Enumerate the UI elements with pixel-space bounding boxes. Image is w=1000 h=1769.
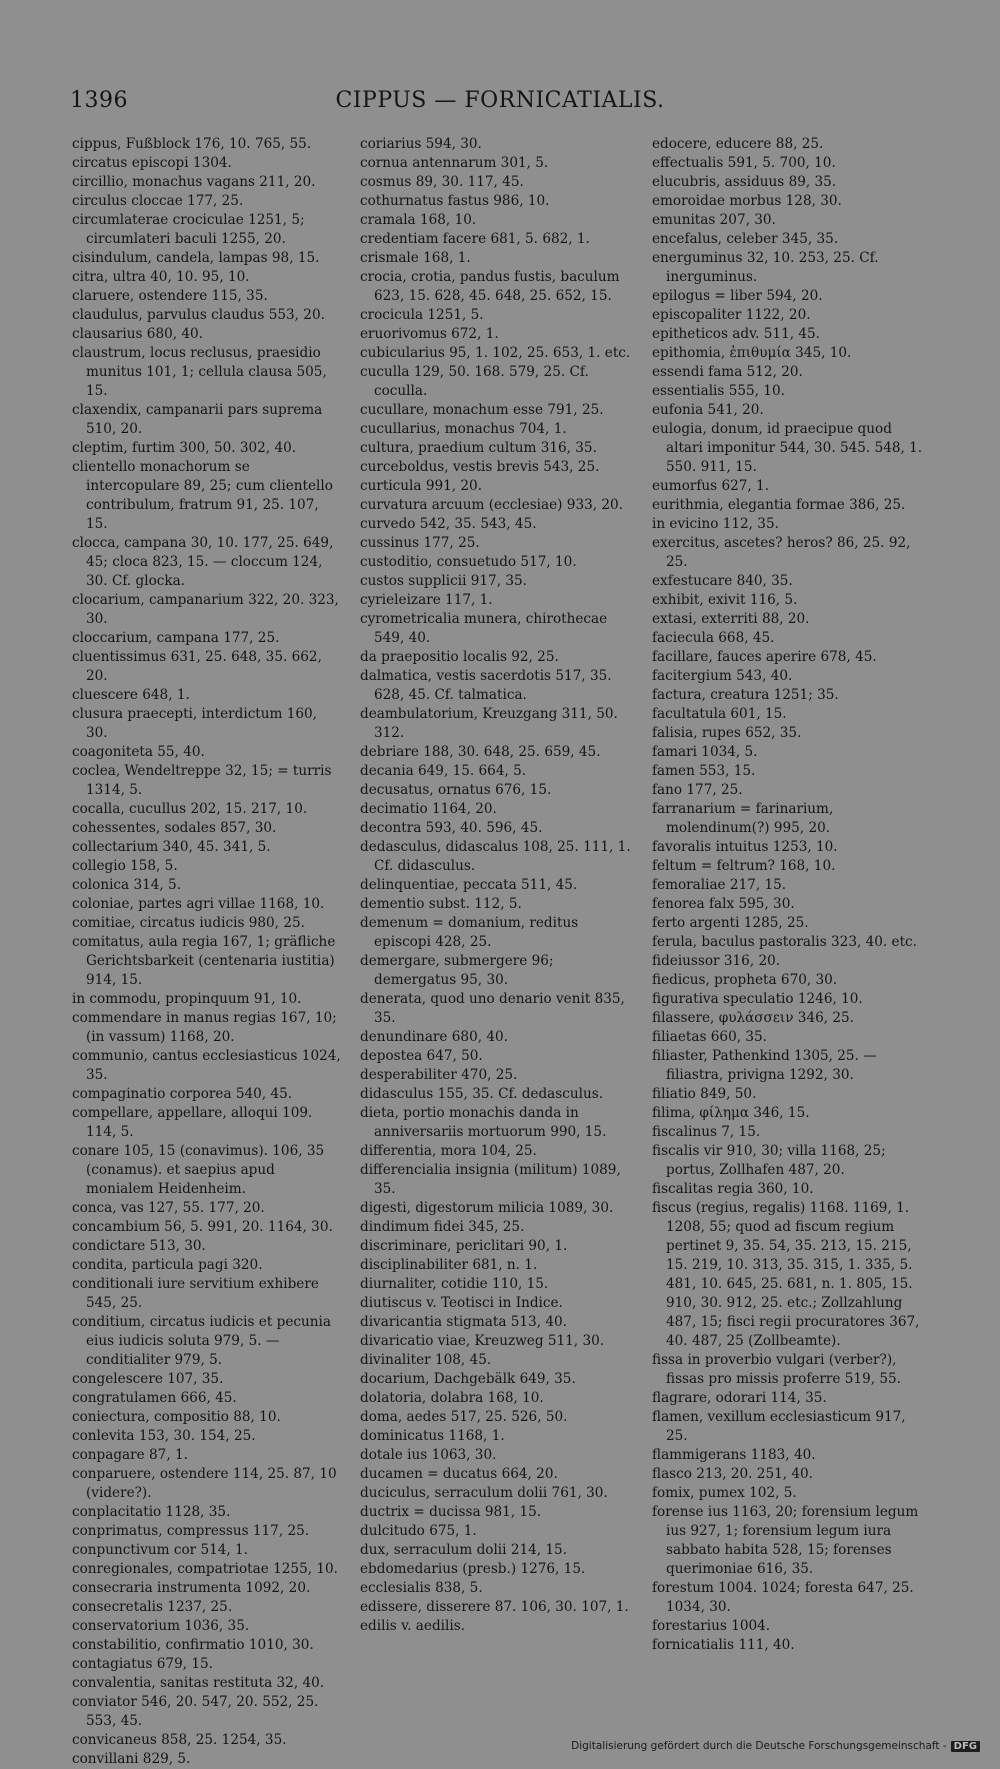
index-entry: delinquentiae, peccata 511, 45. [360,877,578,893]
index-entry: cultura, praedium cultum 316, 35. [360,440,597,456]
index-entry: credentiam facere 681, 5. 682, 1. [360,231,590,247]
index-entry: cluentissimus 631, 25. 648, 35. 662, 20. [72,649,322,684]
index-entry: colonica 314, 5. [72,877,182,893]
index-entry: circulus cloccae 177, 25. [72,193,244,209]
index-entry: commendare in manus regias 167, 10; (in vassum) 1168, 20. [72,1010,337,1045]
index-entry: facultatula 601, 15. [652,706,787,722]
index-entry: decania 649, 15. 664, 5. [360,763,527,779]
index-entry: conregionales, compatriotae 1255, 10. [72,1561,338,1577]
index-entry: dominicatus 1168, 1. [360,1428,505,1444]
index-entry: flagrare, odorari 114, 35. [652,1390,827,1406]
index-entry: faciecula 668, 45. [652,630,775,646]
index-entry: ecclesialis 838, 5. [360,1580,483,1596]
index-entry: disciplinabiliter 681, n. 1. [360,1257,538,1273]
index-entry: convalentia, sanitas restituta 32, 40. [72,1675,325,1691]
index-entry: famen 553, 15. [652,763,756,779]
index-entry: crocia, crotia, pandus fustis, baculum 623, 15. 628, 45. 648, 25. 652, 15. [360,269,620,304]
index-entry: filiaetas 660, 35. [652,1029,767,1045]
index-entry: cyrometricalia munera, chirothecae 549, 40. [360,611,608,646]
funding-note: Digitalisierung gefördert durch die Deutsche Forschungsgemeinschaft - [571,1740,947,1752]
index-entry: cucullare, monachum esse 791, 25. [360,402,604,418]
index-entry: collectarium 340, 45. 341, 5. [72,839,271,855]
index-column-2 [360,135,635,1636]
index-entry: conca, vas 127, 55. 177, 20. [72,1200,265,1216]
index-entry: eurithmia, elegantia formae 386, 25. [652,497,906,513]
index-entry: fissa in proverbio vulgari (verber?), fissas pro missis proferre 519, 55. [652,1352,901,1387]
index-entry: fiscalitas regia 360, 10. [652,1181,814,1197]
index-entry: circillio, monachus vagans 211, 20. [72,174,316,190]
index-entry: contagiatus 679, 15. [72,1656,213,1672]
index-entry: claustrum, locus reclusus, praesidio munitus 101, 1; cellula clausa 505, 15. [72,345,327,399]
index-entry: farranarium = farinarium, molendinum(?) 995, 20. [652,801,834,836]
index-entry: dindimum fidei 345, 25. [360,1219,525,1235]
index-entry: forense ius 1163, 20; forensium legum ius 927, 1; forensium legum iura sabbato habita 528, 15; forenses querimoniae 616, 35. [652,1504,919,1577]
index-entry: coniectura, compositio 88, 10. [72,1409,281,1425]
index-entry: dementio subst. 112, 5. [360,896,522,912]
index-entry: comitatus, aula regia 167, 1; gräfliche Gerichtsbarkeit (centenaria iustitia) 914, 15. [72,934,336,988]
index-entry: decusatus, ornatus 676, 15. [360,782,552,798]
index-entry: conare 105, 15 (conavimus). 106, 35 (conamus). et saepius apud monialem Heidenheim. [72,1143,325,1197]
index-entry: ferula, baculus pastoralis 323, 40. etc. [652,934,917,950]
index-entry: demergare, submergere 96; demergatus 95, 30. [360,953,554,988]
index-entry: debriare 188, 30. 648, 25. 659, 45. [360,744,601,760]
index-entry: digesti, digestorum milicia 1089, 30. [360,1200,614,1216]
index-entry: decontra 593, 40. 596, 45. [360,820,543,836]
index-entry: cornua antennarum 301, 5. [360,155,549,171]
index-entry: compaginatio corporea 540, 45. [72,1086,293,1102]
index-entry: extasi, exterriti 88, 20. [652,611,810,627]
index-entry: figurativa speculatio 1246, 10. [652,991,863,1007]
index-entry: condictare 513, 30. [72,1238,206,1254]
index-entry: fiscus (regius, regalis) 1168. 1169, 1. 1208, 55; quod ad fiscum regium pertinet 9, 35. 54, 35. 213, 15. 215, 15. 219, 10. 313, 35. 315, 1. 335, 5. 481, 10. 645, 25. 681, n. 1. 805, 15. 910, 30. 912, 25. etc.; Zollzahlung 487, 15; fisci regii procuratores 367, 40. 487, 25 (Zollbeamte). [652,1200,920,1349]
index-entry: divaricatio viae, Kreuzweg 511, 30. [360,1333,605,1349]
index-entry: curvedo 542, 35. 543, 45. [360,516,537,532]
index-entry: convicaneus 858, 25. 1254, 35. [72,1732,287,1748]
index-entry: flammigerans 1183, 40. [652,1447,816,1463]
index-entry: diurnaliter, cotidie 110, 15. [360,1276,549,1292]
index-entry: decimatio 1164, 20. [360,801,497,817]
index-entry: cothurnatus fastus 986, 10. [360,193,550,209]
index-entry: eufonia 541, 20. [652,402,764,418]
index-entry: epithomia, ἐπιθυμία 345, 10. [652,345,852,361]
index-entry: claudulus, parvulus claudus 553, 20. [72,307,325,323]
index-entry: curticula 991, 20. [360,478,483,494]
index-entry: emoroidae morbus 128, 30. [652,193,842,209]
dfg-logo: DFG [951,1741,980,1752]
index-entry: dulcitudo 675, 1. [360,1523,477,1539]
index-entry: essendi fama 512, 20. [652,364,803,380]
index-entry: filiaster, Pathenkind 1305, 25. — filiastra, privigna 1292, 30. [652,1048,877,1083]
index-entry: coriarius 594, 30. [360,136,482,152]
index-entry: fenorea falx 595, 30. [652,896,795,912]
index-entry: clientello monachorum se intercopulare 89, 25; cum clientello contribulum, fratrum 91, 25. 107, 15. [72,459,333,532]
index-entry: exhibit, exivit 116, 5. [652,592,798,608]
index-entry: depostea 647, 50. [360,1048,483,1064]
index-entry: dedasculus, didascalus 108, 25. 111, 1. Cf. didasculus. [360,839,631,874]
page-number: 1396 [70,88,128,113]
index-entry: divaricantia stigmata 513, 40. [360,1314,567,1330]
funding-footer [571,1740,980,1752]
index-entry: concambium 56, 5. 991, 20. 1164, 30. [72,1219,333,1235]
index-entry: denerata, quod uno denario venit 835, 35. [360,991,625,1026]
index-entry: crocicula 1251, 5. [360,307,484,323]
index-entry: ductrix = ducissa 981, 15. [360,1504,542,1520]
index-entry: desperabiliter 470, 25. [360,1067,518,1083]
index-column-1 [72,135,342,1769]
index-entry: coloniae, partes agri villae 1168, 10. [72,896,325,912]
index-entry: cramala 168, 10. [360,212,477,228]
index-entry: conplacitatio 1128, 35. [72,1504,231,1520]
index-entry: collegio 158, 5. [72,858,178,874]
index-entry: cussinus 177, 25. [360,535,480,551]
index-entry: conpagare 87, 1. [72,1447,188,1463]
index-entry: convillani 829, 5. [72,1751,191,1767]
index-entry: eulogia, donum, id praecipue quod altari imponitur 544, 30. 545. 548, 1. 550. 911, 15. [652,421,923,475]
index-entry: compellare, appellare, alloqui 109. 114, 5. [72,1105,313,1140]
index-entry: episcopaliter 1122, 20. [652,307,811,323]
index-entry: ferto argenti 1285, 25. [652,915,809,931]
index-entry: conpunctivum cor 514, 1. [72,1542,249,1558]
index-entry: cloccarium, campana 177, 25. [72,630,280,646]
index-entry: fiedicus, propheta 670, 30. [652,972,838,988]
index-entry: differencialia insignia (militum) 1089, 35. [360,1162,621,1197]
index-entry: cyrieleizare 117, 1. [360,592,493,608]
index-entry: eruorivomus 672, 1. [360,326,499,342]
index-entry: forestarius 1004. [652,1618,771,1634]
index-entry: claruere, ostendere 115, 35. [72,288,268,304]
index-entry: communio, cantus ecclesiasticus 1024, 35. [72,1048,341,1083]
index-entry: conparuere, ostendere 114, 25. 87, 10 (videre?). [72,1466,337,1501]
index-entry: cippus, Fußblock 176, 10. 765, 55. [72,136,312,152]
index-entry: flamen, vexillum ecclesiasticum 917, 25. [652,1409,906,1444]
index-entry: feltum = feltrum? 168, 10. [652,858,836,874]
index-entry: dalmatica, vestis sacerdotis 517, 35. 628, 45. Cf. talmatica. [360,668,612,703]
index-entry: constabilitio, confirmatio 1010, 30. [72,1637,314,1653]
index-entry: fornicatialis 111, 40. [652,1637,795,1653]
index-entry: cisindulum, candela, lampas 98, 15. [72,250,320,266]
index-entry: clusura praecepti, interdictum 160, 30. [72,706,317,741]
index-entry: conprimatus, compressus 117, 25. [72,1523,310,1539]
index-entry: ducamen = ducatus 664, 20. [360,1466,558,1482]
index-entry: cohessentes, sodales 857, 30. [72,820,277,836]
index-entry: forestum 1004. 1024; foresta 647, 25. 1034, 30. [652,1580,914,1615]
index-entry: femoraliae 217, 15. [652,877,787,893]
running-head: CIPPUS — FORNICATIALIS. [335,88,665,113]
index-entry: eumorfus 627, 1. [652,478,770,494]
index-entry: cucullarius, monachus 704, 1. [360,421,567,437]
index-entry: falisia, rupes 652, 35. [652,725,802,741]
index-entry: coagoniteta 55, 40. [72,744,205,760]
index-entry: conviator 546, 20. 547, 20. 552, 25. 553, 45. [72,1694,319,1729]
index-entry: comitiae, circatus iudicis 980, 25. [72,915,305,931]
index-entry: dux, serraculum dolii 214, 15. [360,1542,568,1558]
index-entry: clocca, campana 30, 10. 177, 25. 649, 45; cloca 823, 15. — cloccum 124, 30. Cf. glocka. [72,535,334,589]
index-entry: deambulatorium, Kreuzgang 311, 50. 312. [360,706,618,741]
index-entry: differentia, mora 104, 25. [360,1143,537,1159]
index-entry: emunitas 207, 30. [652,212,776,228]
index-entry: energuminus 32, 10. 253, 25. Cf. inerguminus. [652,250,879,285]
index-entry: in commodu, propinquum 91, 10. [72,991,302,1007]
index-entry: clocarium, campanarium 322, 20. 323, 30. [72,592,339,627]
index-entry: filima, φίλημα 346, 15. [652,1105,810,1121]
index-entry: circumlaterae crociculae 1251, 5; circumlateri baculi 1255, 20. [72,212,305,247]
index-entry: claxendix, campanarii pars suprema 510, 20. [72,402,323,437]
index-entry: cleptim, furtim 300, 50. 302, 40. [72,440,297,456]
index-entry: elucubris, assiduus 89, 35. [652,174,837,190]
index-entry: congratulamen 666, 45. [72,1390,237,1406]
index-entry: curceboldus, vestis brevis 543, 25. [360,459,600,475]
index-entry: congelescere 107, 35. [72,1371,224,1387]
index-entry: circatus episcopi 1304. [72,155,232,171]
index-entry: conditium, circatus iudicis et pecunia eius iudicis soluta 979, 5. — conditialiter 979, 5. [72,1314,331,1368]
index-entry: filassere, φυλάσσειν 346, 25. [652,1010,855,1026]
index-entry: exfestucare 840, 35. [652,573,793,589]
index-entry: curvatura arcuum (ecclesiae) 933, 20. [360,497,624,513]
index-entry: factura, creatura 1251; 35. [652,687,839,703]
index-entry: favoralis intuitus 1253, 10. [652,839,838,855]
index-entry: didasculus 155, 35. Cf. dedasculus. [360,1086,604,1102]
index-entry: edocere, educere 88, 25. [652,136,824,152]
index-entry: cluescere 648, 1. [72,687,190,703]
index-entry: effectualis 591, 5. 700, 10. [652,155,836,171]
index-entry: epitheticos adv. 511, 45. [652,326,820,342]
index-entry: filiatio 849, 50. [652,1086,757,1102]
index-entry: cubicularius 95, 1. 102, 25. 653, 1. etc. [360,345,631,361]
index-entry: flasco 213, 20. 251, 40. [652,1466,814,1482]
index-entry: divinaliter 108, 45. [360,1352,492,1368]
index-entry: ebdomedarius (presb.) 1276, 15. [360,1561,586,1577]
index-column-3 [652,135,930,1655]
index-entry: citra, ultra 40, 10. 95, 10. [72,269,250,285]
index-entry: crismale 168, 1. [360,250,471,266]
index-entry: conservatorium 1036, 35. [72,1618,250,1634]
index-entry: consecraria instrumenta 1092, 20. [72,1580,311,1596]
index-entry: doma, aedes 517, 25. 526, 50. [360,1409,568,1425]
index-entry: custoditio, consuetudo 517, 10. [360,554,577,570]
index-entry: discriminare, periclitari 90, 1. [360,1238,568,1254]
index-entry: cocalla, cucullus 202, 15. 217, 10. [72,801,308,817]
index-entry: conlevita 153, 30. 154, 25. [72,1428,256,1444]
index-entry: da praepositio localis 92, 25. [360,649,559,665]
index-entry: fano 177, 25. [652,782,743,798]
index-entry: epilogus = liber 594, 20. [652,288,823,304]
index-entry: edissere, disserere 87. 106, 30. 107, 1. [360,1599,629,1615]
index-entry: fomix, pumex 102, 5. [652,1485,797,1501]
index-entry: cuculla 129, 50. 168. 579, 25. Cf. coculla. [360,364,589,399]
index-entry: dotale ius 1063, 30. [360,1447,497,1463]
index-entry: dieta, portio monachis danda in anniversariis mortuorum 990, 15. [360,1105,607,1140]
index-entry: in evicino 112, 35. [652,516,779,532]
index-entry: edilis v. aedilis. [360,1618,465,1634]
index-entry: exercitus, ascetes? heros? 86, 25. 92, 25. [652,535,911,570]
index-entry: custos supplicii 917, 35. [360,573,527,589]
index-entry: coclea, Wendeltreppe 32, 15; = turris 1314, 5. [72,763,332,798]
index-entry: diutiscus v. Teotisci in Indice. [360,1295,563,1311]
index-entry: condita, particula pagi 320. [72,1257,263,1273]
index-entry: clausarius 680, 40. [72,326,204,342]
index-entry: demenum = domanium, reditus episcopi 428, 25. [360,915,579,950]
index-entry: facitergium 543, 40. [652,668,793,684]
index-entry: famari 1034, 5. [652,744,758,760]
index-entry: encefalus, celeber 345, 35. [652,231,839,247]
index-entry: fideiussor 316, 20. [652,953,781,969]
index-entry: dolatoria, dolabra 168, 10. [360,1390,544,1406]
index-entry: fiscalinus 7, 15. [652,1124,761,1140]
index-entry: docarium, Dachgebälk 649, 35. [360,1371,576,1387]
index-entry: facillare, fauces aperire 678, 45. [652,649,877,665]
index-entry: cosmus 89, 30. 117, 45. [360,174,524,190]
index-entry: fiscalis vir 910, 30; villa 1168, 25; portus, Zollhafen 487, 20. [652,1143,886,1178]
index-entry: consecretalis 1237, 25. [72,1599,233,1615]
index-entry: conditionali iure servitium exhibere 545, 25. [72,1276,319,1311]
index-entry: essentialis 555, 10. [652,383,785,399]
index-entry: duciculus, serraculum dolii 761, 30. [360,1485,608,1501]
index-entry: denundinare 680, 40. [360,1029,508,1045]
